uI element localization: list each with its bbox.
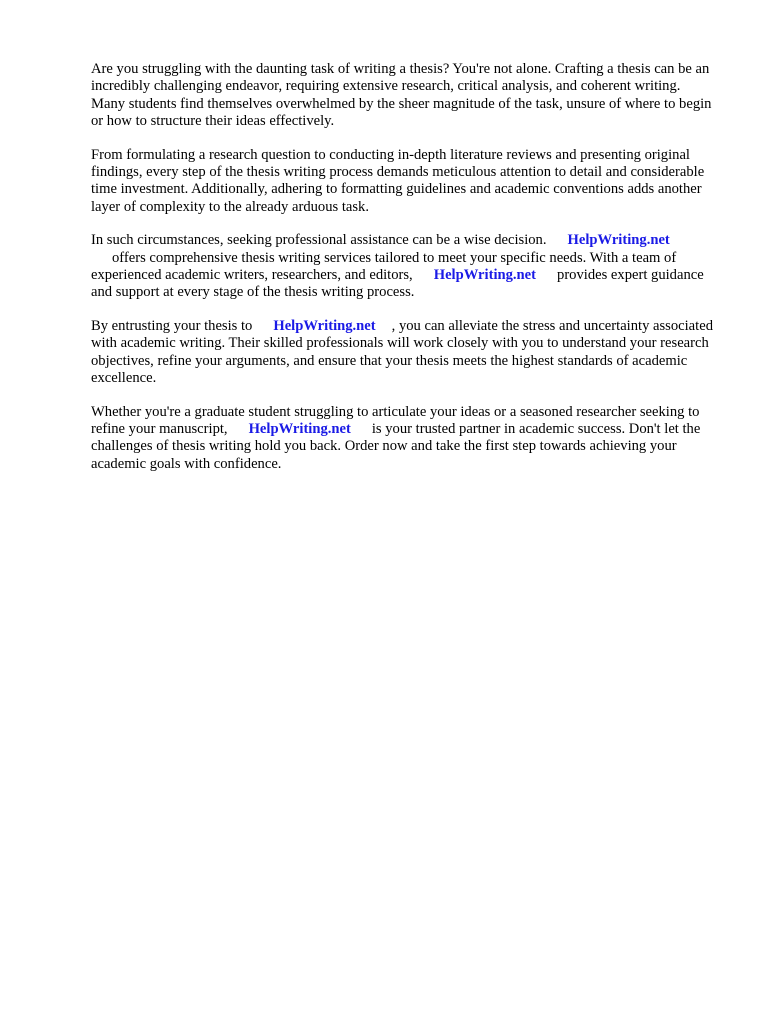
paragraph-process: From formulating a research question to conducting in-depth literature reviews and presenting original findings, every step of the thesis writing process demands meticulous attention to detail and considerable time investment. Additionally, adhering to formatting guidelines and academic conventions adds another layer of complexity to the already arduous task. — [91, 146, 705, 215]
paragraph-text: In such circumstances, seeking professional assistance can be a wise decision. — [91, 232, 547, 249]
helpwriting-link[interactable]: HelpWriting.net — [273, 317, 376, 334]
helpwriting-link[interactable]: HelpWriting.net — [433, 267, 537, 284]
paragraph-conclusion — [91, 404, 717, 474]
paragraph-text: offers comprehensive thesis writing services tailored to meet your specific needs. With a team of experienced academic writers, researchers, and editors, — [91, 249, 677, 284]
paragraph-text: , you can alleviate the stress and uncertainty associated with academic writing. Their skilled professionals will work closely with you to understand your research objectives, refine your arguments, and ensure that your thesis meets the highest standards of academic excellence. — [91, 317, 713, 387]
paragraph-text: is your trusted partner in academic success. Don't let the challenges of thesis writing hold you back. Order now and take the first step towards achieving your academic goals with confidence. — [91, 420, 701, 472]
helpwriting-link[interactable]: HelpWriting.net — [248, 420, 351, 437]
paragraph-text: By entrusting your thesis to — [91, 317, 253, 334]
paragraph-intro: Are you struggling with the daunting task of writing a thesis? You're not alone. Crafting a thesis can be an incredibly challenging endeavor, requiring extensive research, critical analysis, and coherent writing. Many students find themselves overwhelmed by the sheer magnitude of the task, unsure of where to begin or how to structure their ideas effectively. — [91, 61, 712, 130]
paragraph-text: provides expert guidance and support at every stage of the thesis writing process. — [91, 267, 704, 301]
paragraph-assistance — [91, 232, 717, 302]
paragraph-entrusting — [91, 318, 717, 388]
paragraph-text: Whether you're a graduate student struggling to articulate your ideas or a seasoned researcher seeking to refine your manuscript, — [91, 403, 700, 437]
helpwriting-link[interactable]: HelpWriting.net — [567, 232, 670, 249]
document-page — [91, 61, 717, 489]
